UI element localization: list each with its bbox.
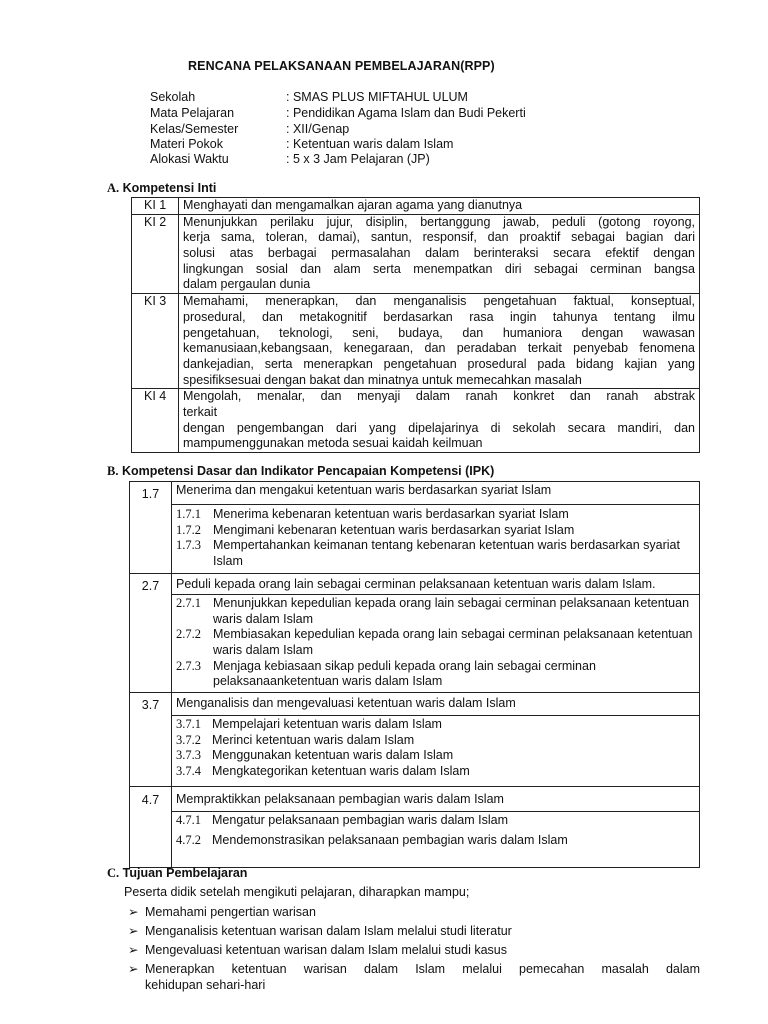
identity-value: : SMAS PLUS MIFTAHUL ULUM [286, 90, 468, 104]
ki-line: Mengolah, menalar, dan menyaji dalam ranah konkret dan ranah abstrak [183, 389, 695, 404]
section-title: Tujuan Pembelajaran [122, 866, 248, 880]
kd-text: Mempraktikkan pelaksanaan pembagian waris dalam Islam [172, 786, 700, 811]
ki-line: prosedural, dan metakognitif berdasarkan rasa ingin tahunya tentang ilmu [183, 309, 695, 324]
kd-code-text: 4.7 [141, 792, 160, 807]
indicator [176, 596, 695, 627]
arrow-bullet-icon: ➢ [128, 962, 139, 976]
kd-code-text: 2.7 [141, 578, 160, 593]
identity-label: Alokasi Waktu [150, 152, 229, 166]
ki-description [179, 389, 700, 453]
kd-text: Menerima dan mengakui ketentuan waris berdasarkan syariat Islam [172, 482, 700, 505]
table-row [130, 505, 700, 574]
identity-value: : Ketentuan waris dalam Islam [286, 137, 454, 151]
section-letter: C. [107, 866, 120, 880]
ki-code: KI 4 [132, 389, 179, 453]
indicator [176, 659, 695, 690]
indicator-text: Mengkategorikan ketentuan waris dalam Islam [212, 764, 470, 779]
ki-description [179, 294, 700, 389]
ipk-cell [172, 594, 700, 692]
kd-text: Menganalisis dan mengevaluasi ketentuan waris dalam Islam [172, 693, 700, 716]
table-row [130, 482, 700, 505]
kd-code [130, 786, 172, 867]
indicator-text: Menggunakan ketentuan waris dalam Islam [212, 748, 454, 763]
document-title: RENCANA PELAKSANAAN PEMBELAJARAN(RPP) [188, 59, 495, 73]
indicator-number: 2.7.3 [176, 658, 201, 673]
indicator-text: Membiasakan kepedulian kepada orang lain sebagai cerminan pelaksanaan ketentuan waris dalam Islam [213, 627, 693, 657]
ki-code: KI 2 [132, 214, 179, 293]
section-letter: A. [107, 181, 120, 195]
indicator [176, 748, 695, 764]
objective-text: Memahami pengertian warisan [145, 905, 316, 919]
kd-code [130, 482, 172, 574]
indicator-number: 2.7.1 [176, 595, 201, 610]
indicator [176, 538, 695, 569]
objective-item [128, 961, 700, 978]
indicator-text: Mengimani kebenaran ketentuan waris berdasarkan syariat Islam [213, 522, 575, 537]
ki-line: Memahami, menerapkan, dan menganalisis pengetahuan faktual, konseptual, [183, 294, 695, 309]
table-row [132, 389, 700, 453]
kompetensi-dasar-table [129, 481, 700, 868]
arrow-bullet-icon: ➢ [128, 905, 139, 919]
identity-value: : Pendidikan Agama Islam dan Budi Pekerti [286, 106, 526, 120]
ipk-cell [172, 811, 700, 867]
table-row [132, 198, 700, 215]
indicator-number: 1.7.2 [176, 522, 201, 537]
ki-line: pengetahuan, teknologi, seni, budaya, dan humaniora dengan wawasan [183, 325, 695, 340]
arrow-bullet-icon: ➢ [128, 943, 139, 957]
kd-code-text: 1.7 [141, 487, 160, 501]
indicator-number: 4.7.2 [176, 832, 201, 847]
indicator-number: 3.7.4 [176, 764, 201, 779]
indicator [176, 523, 695, 539]
table-row [130, 594, 700, 692]
indicator-number: 3.7.1 [176, 717, 201, 732]
section-title: Kompetensi Inti [122, 181, 217, 195]
identity-value: : XII/Genap [286, 122, 350, 136]
section-a-heading [107, 181, 216, 196]
ki-line: dalam pergaulan dunia [183, 277, 311, 292]
indicator-number: 1.7.1 [176, 507, 201, 521]
kd-code-text: 3.7 [141, 698, 160, 713]
indicator [176, 717, 695, 733]
ki-line: kemanusiaan,kebangsaan, kenegaraan, dan peradaban terkait penyebab fenomena [183, 341, 695, 356]
identity-label: Kelas/Semester [150, 122, 239, 136]
objective-text: Mengevaluasi ketentuan warisan dalam Islam melalui studi kasus [145, 943, 507, 957]
table-row [130, 573, 700, 594]
identity-label: Sekolah [150, 90, 196, 104]
table-row [130, 786, 700, 811]
section-b-heading [107, 464, 494, 479]
section-c-heading [107, 866, 247, 881]
indicator-number: 3.7.2 [176, 732, 201, 747]
indicator-text: Menunjukkan kepedulian kepada orang lain sebagai cerminan pelaksanaan ketentuan waris dalam Islam [213, 595, 690, 626]
ki-description [179, 214, 700, 293]
arrow-bullet-icon: ➢ [128, 924, 139, 938]
section-title: Kompetensi Dasar dan Indikator Pencapaian Kompetensi (IPK) [121, 464, 495, 478]
kd-text: Peduli kepada orang lain sebagai cerminan pelaksanaan ketentuan waris dalam Islam. [172, 573, 700, 594]
objective-text: Menerapkan ketentuan warisan dalam Islam melalui pemecahan masalah dalam [145, 962, 700, 976]
indicator-number: 3.7.3 [176, 748, 201, 763]
ki-line: dankejadian, serta menerapkan pengetahuan prosedural pada bidang kajian yang [183, 356, 695, 371]
ki-code: KI 3 [132, 294, 179, 389]
indicator-number: 1.7.3 [176, 538, 201, 553]
kd-code [130, 693, 172, 787]
ki-description [179, 198, 700, 215]
section-letter: B. [107, 464, 119, 478]
ipk-cell [172, 505, 700, 574]
kd-code [130, 573, 172, 692]
indicator-number: 4.7.1 [176, 812, 201, 827]
ki-line: lingkungan sosial dan alam serta menempatkan diri sebagai cerminan bangsa [183, 261, 695, 276]
objective-item [128, 942, 700, 959]
kompetensi-inti-table [131, 197, 700, 453]
ki-line: Menunjukkan perilaku jujur, disiplin, bertanggung jawab, peduli (gotong royong, [183, 214, 695, 229]
objective-item [128, 923, 700, 940]
indicator-text: Mempelajari ketentuan waris dalam Islam [212, 717, 442, 732]
indicator-text: Mendemonstrasikan pelaksanaan pembagian waris dalam Islam [212, 832, 568, 847]
indicator [176, 833, 695, 849]
table-row [130, 811, 700, 867]
table-row [130, 693, 700, 716]
table-row [132, 294, 700, 389]
indicator-number: 2.7.2 [176, 627, 201, 642]
objectives-intro: Peserta didik setelah mengikuti pelajaran, diharapkan mampu; [124, 885, 470, 899]
table-row [130, 716, 700, 787]
indicator [176, 733, 695, 749]
ki-line: spesifiksesuai dengan bakat dan minatnya untuk memecahkan masalah [183, 372, 582, 387]
indicator [176, 507, 695, 523]
identity-label: Mata Pelajaran [150, 106, 235, 120]
indicator [176, 764, 695, 780]
identity-label: Materi Pokok [150, 137, 223, 151]
indicator-text: Mempertahankan keimanan tentang kebenaran ketentuan waris berdasarkan syariat Islam [213, 538, 680, 569]
objective-item-continuation [128, 977, 700, 994]
ki-line: terkait [183, 404, 218, 419]
indicator-text: Menerima kebenaran ketentuan waris berdasarkan syariat Islam [213, 507, 569, 521]
indicator [176, 813, 695, 829]
objective-item [128, 904, 700, 921]
ki-line: solusi atas berbagai permasalahan dalam berinteraksi secara efektif dengan [183, 246, 695, 261]
indicator-text: Menjaga kebiasaan sikap peduli kepada orang lain sebagai cerminan pelaksanaanketentuan waris dalam Islam [213, 658, 596, 689]
ki-line: dengan pengembangan dari yang dipelajarinya di sekolah secara mandiri, dan [183, 420, 695, 435]
indicator [176, 627, 695, 658]
indicator-text: Mengatur pelaksanaan pembagian waris dalam Islam [212, 812, 508, 827]
indicator-text: Merinci ketentuan waris dalam Islam [212, 732, 415, 747]
objective-text: kehidupan sehari-hari [145, 978, 266, 992]
ipk-cell [172, 716, 700, 787]
objective-text: Menganalisis ketentuan warisan dalam Islam melalui studi literatur [145, 924, 512, 938]
ki-line: mampumenggunakan metoda sesuai kaidah keilmuan [183, 436, 483, 451]
ki-line: kerja sama, toleran, damai), santun, responsif, dan proaktif sebagai bagian dari [183, 230, 695, 245]
identity-value: : 5 x 3 Jam Pelajaran (JP) [286, 152, 430, 166]
table-row [132, 214, 700, 293]
ki-code: KI 1 [132, 198, 179, 215]
ki-line: Menghayati dan mengamalkan ajaran agama yang dianutnya [183, 198, 523, 212]
